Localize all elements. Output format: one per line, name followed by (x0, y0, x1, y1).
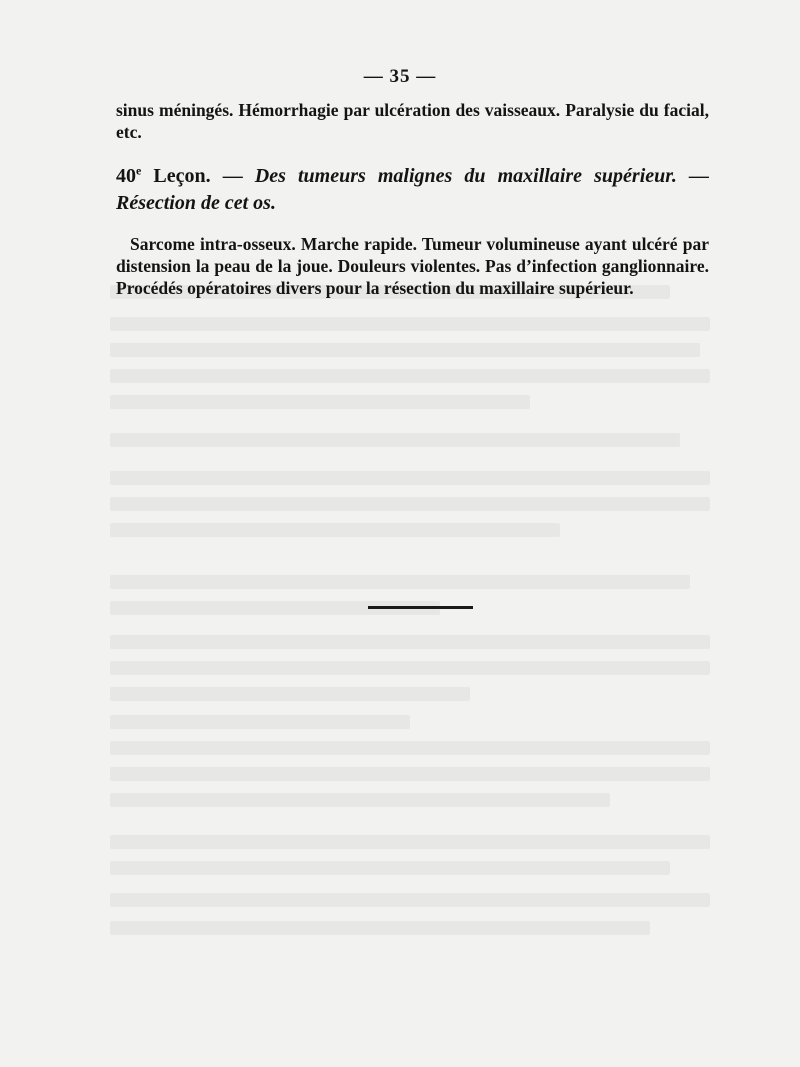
continuation-paragraph: sinus méningés. Hémorrhagie par ulcération des vaisseaux. Paralysie du facial, etc. (116, 100, 709, 142)
lesson-body-paragraph: Sarcome intra-osseux. Marche rapide. Tumeur volumineuse ayant ulcéré par distension la peau de la joue. Douleurs violentes. Pas d’infection ganglionnaire. Procédés opératoires divers pour la résection du maxillaire supérieur. (116, 234, 709, 298)
page-body (116, 99, 709, 299)
bleed-through-texture (110, 285, 710, 945)
lesson-ordinal-suffix: e (136, 163, 142, 178)
lesson-label: Leçon. — (141, 165, 255, 187)
section-divider-rule (368, 606, 473, 609)
lesson-heading (116, 163, 709, 217)
lesson-number: 40 (116, 165, 136, 187)
lesson-title: Des tumeurs malignes du maxillaire supérieur. — Résection de cet os. (116, 165, 710, 214)
page-number: — 35 — (363, 66, 437, 87)
